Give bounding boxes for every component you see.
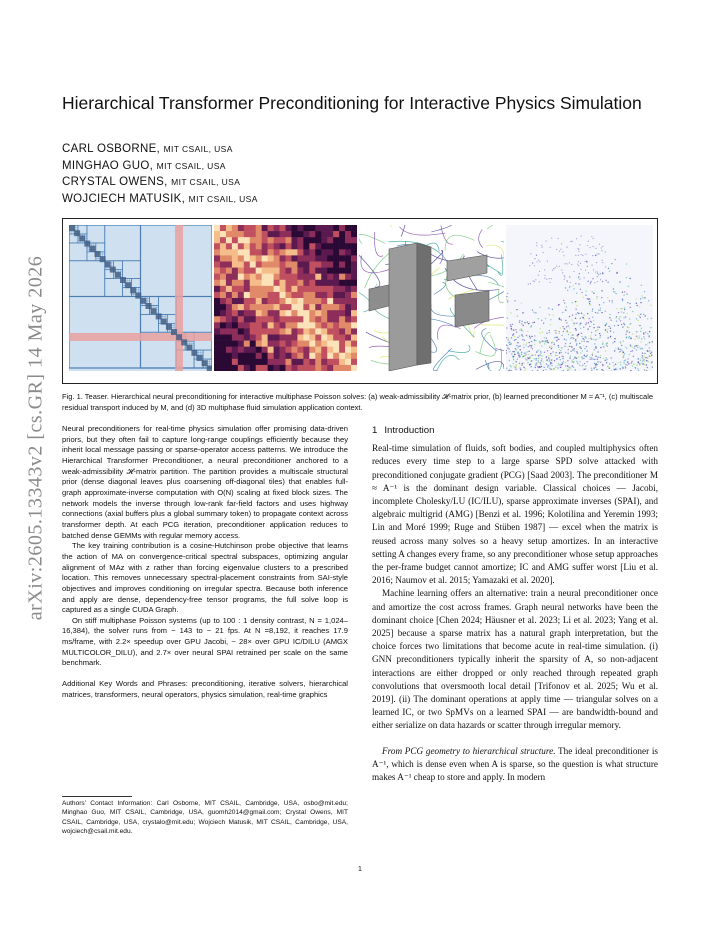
paragraph-lead: From PCG geometry to hierarchical structure. — [382, 745, 556, 756]
abstract-paragraph: On stiff multiphase Poisson systems (up to 100 : 1 density contrast, N = 1,024–16,384), the solver runs from ~ 143 to ~ 21 fps. At N =8,192, it reaches 17.9 ms/frame, with 2.2× speedup over GPU Jacobi, ~ 28× over GPU IC/DILU (AMGX MULTICOLOR_DILU), and 2.7× over neural SPAI retrained per scale on the same benchmark. — [62, 615, 348, 668]
intro-paragraph — [372, 745, 658, 785]
introduction-section — [372, 424, 658, 784]
section-heading — [372, 424, 658, 437]
residual-transport-panel — [359, 225, 504, 371]
multiphase-fluid-image — [506, 225, 653, 371]
intro-paragraph: Real-time simulation of fluids, soft bodies, and coupled multiphysics often reduces every time step to a large sparse SPD solve attacked with preconditioned conjugate gradient (PCG) [Saad 2003]. The preconditioner M ≈ A⁻¹ is the dominant design variable. Classical choices — Jacobi, incomplete Cholesky/LU (IC/ILU), sparse approximate inverses (SPAI), and algebraic multigrid (AMG) [Benzi et al. 1996; Kolotilina and Yeremin 1993; Lin and Moré 1999; Ruge and Stüben 1987] — excel when the matrix is reused across many solves so a heavy setup amortizes. In an interactive setting A changes every frame, so any preconditioner whose setup approaches the per-frame budget cannot amortize; IC and AMG suffer worst [Liu et al. 2016; Naumov et al. 2015; Yamazaki et al. 2020]. — [372, 443, 658, 586]
author-affiliation: MIT CSAIL, USA — [163, 144, 233, 154]
teaser-figure — [62, 218, 658, 384]
learned-preconditioner-panel — [214, 225, 357, 371]
author-name: WOJCIECH MATUSIK, — [62, 192, 186, 205]
arxiv-stamp — [18, 255, 54, 621]
preconditioner-heatmap-image — [214, 225, 357, 371]
streamline-volume-image — [359, 225, 504, 371]
hmatrix-partition-panel — [69, 225, 212, 371]
author-name: CARL OSBORNE, — [62, 143, 161, 155]
figure-caption: Fig. 1. Teaser. Hierarchical neural preconditioning for interactive multiphase Poisson solves: (a) weak-admissibility 𝓗-matrix prior, (b) learned preconditioner M ≈ A⁻¹, (c) multiscale residual transport induced by M, and (d) 3D multiphase fluid simulation application context. — [62, 392, 654, 412]
author-contact-footnote: Authors’ Contact Information: Carl Osborne, MIT CSAIL, Cambridge, USA, osbo@mit.edu; Minghao Guo, MIT CSAIL, Cambridge, USA, guomh2014@gmail.com; Crystal Owens, MIT CSAIL, Cambridge, USA, crystalo@mit.edu; Wojciech Matusik, MIT CSAIL, Cambridge, USA, wojciech@csail.mit.edu. — [62, 800, 348, 835]
author-line — [62, 158, 662, 175]
author-affiliation: MIT CSAIL, USA — [171, 177, 241, 187]
intro-paragraph: Machine learning offers an alternative: train a neural preconditioner once and amortize the cost across frames. Graph neural networks have been the dominant choice [Chen 2024; Häusner et al. 2023; Li et al. 2023; Yang et al. 2025] because a sparse matrix has a natural graph interpretation, but the choice forces two limitations that become acute in real-time simulation. (i) GNN preconditioners typically inherit the sparsity of A, so non-adjacent interactions are either dropped or only reached through repeated graph convolutions that oversmooth local detail [Trifonov et al. 2025; Wu et al. 2019]. (ii) The dominant operations at apply time — triangular solves on a learned IC, or two SpMVs on a learned SPAI — are bandwidth-bound and either serialize on data hazards or scatter through irregular memory. — [372, 588, 658, 731]
author-name: MINGHAO GUO, — [62, 159, 154, 172]
author-line — [62, 141, 662, 158]
keywords: Additional Key Words and Phrases: preconditioning, iterative solvers, hierarchical matrices, transformers, neural operators, physics simulation, real-time graphics — [62, 679, 348, 699]
arxiv-identifier: arXiv:2605.13343v2 [cs.GR] 14 May 2026 — [24, 255, 47, 621]
author-line — [62, 191, 662, 208]
abstract-paragraph: Neural preconditioners for real-time physics simulation offer promising data-driven priors, but they often fail to capture long-range couplings efficiently because they inherit local message passing or sparse-operator access patterns. We introduce the Hierarchical Transformer Preconditioner, a neural preconditioner anchored to a weak-admissibility 𝓗-matrix partition. The partition provides a multiscale structural prior (dense diagonal leaves plus coarsening off-diagonal tiles) that enables full-graph approximate-inverse computation with O(N) scaling at fixed block sizes. The network models the inverse through low-rank far-field factors and uses highway connections (axial buffers plus a global summary token) to propagate context across transformer depth. At each PCG iteration, preconditioner application reduces to batched dense GEMMs with regular memory access. — [62, 424, 348, 540]
fluid-simulation-panel — [506, 225, 653, 371]
author-affiliation: MIT CSAIL, USA — [188, 193, 258, 204]
paragraph-text: The ideal preconditioner is A⁻¹, which is dense even when A is sparse, so the question is what structure makes A⁻¹ cheap to store and apply. In modern — [372, 745, 658, 783]
abstract-paragraph: The key training contribution is a cosine-Hutchinson probe objective that learns the action of MA on convergence-critical spectral subspaces, optimizing angular alignment of MAz with z rather than forcing eigenvalue clusters to a prescribed location. This removes unnecessary spectral-placement constraints from SAI-style objectives and improves conditioning on irregular spectra. Because both inference and apply are dense, dependency-free tensor programs, the full solve loop is captured as a single CUDA Graph. — [62, 541, 348, 615]
paper-title: Hierarchical Transformer Preconditioning for Interactive Physics Simulation — [62, 93, 642, 113]
paragraph-gap — [372, 733, 658, 745]
hmatrix-partition-image — [69, 225, 212, 371]
author-list — [62, 141, 662, 207]
abstract — [62, 424, 348, 700]
author-affiliation: MIT CSAIL, USA — [156, 160, 226, 171]
author-name: CRYSTAL OWENS, — [62, 176, 168, 188]
page-number: 1 — [358, 866, 362, 873]
section-title: Introduction — [384, 425, 435, 436]
author-line — [62, 174, 662, 191]
footnote-rule — [62, 796, 132, 797]
section-number: 1 — [372, 425, 378, 436]
